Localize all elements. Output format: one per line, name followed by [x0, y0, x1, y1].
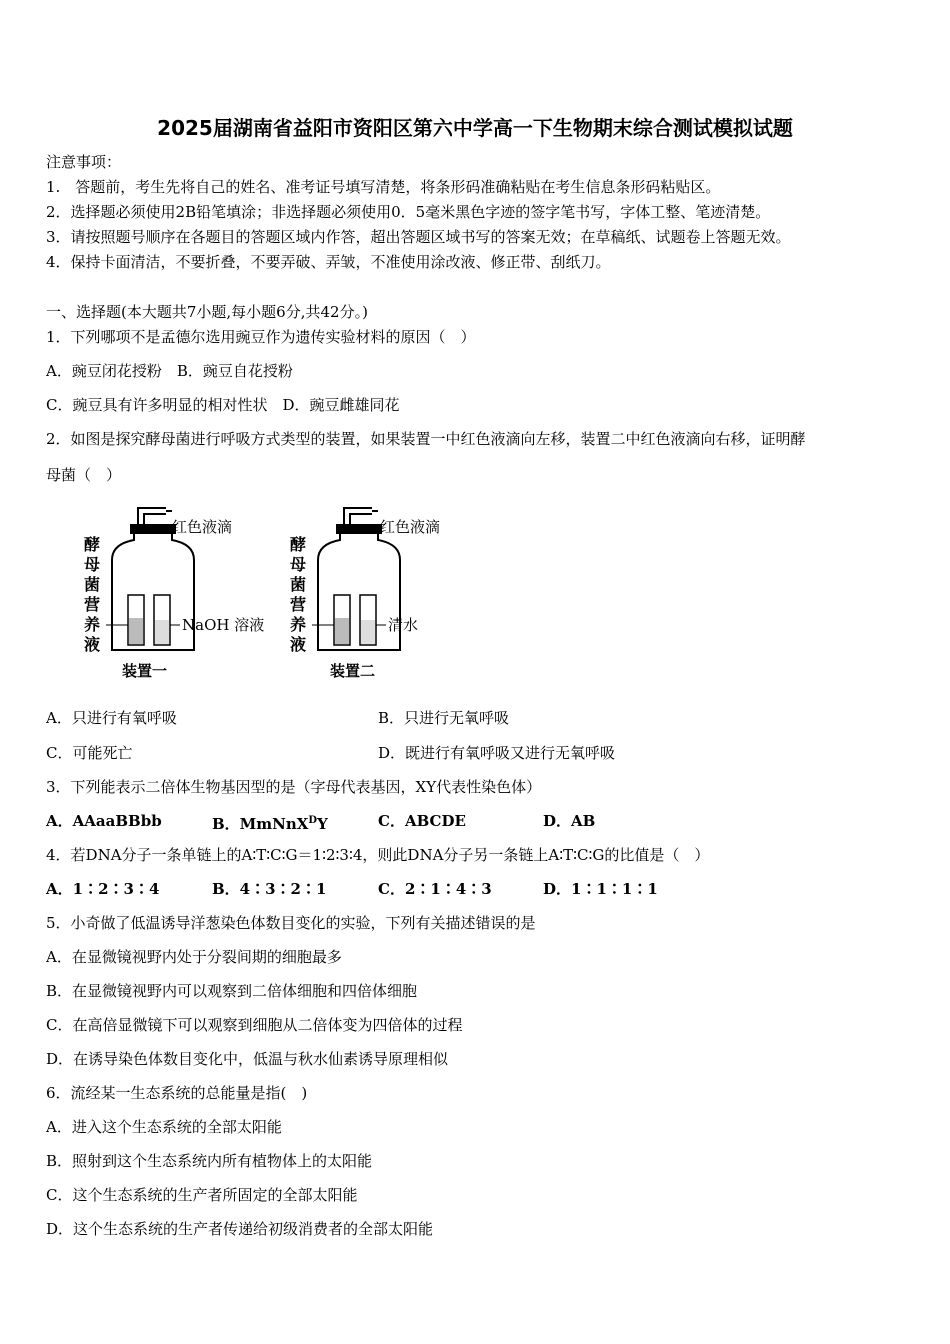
q4-option-b: B．4∶3∶2∶1 — [212, 880, 327, 898]
device-one-solution-label: NaOH 溶液 — [182, 616, 265, 634]
q3-option-a: A．AAaaBBbb — [46, 812, 162, 830]
q2-option-d: D．既进行有氧呼吸又进行无氧呼吸 — [378, 744, 616, 762]
q6-option-c: C．这个生态系统的生产者所固定的全部太阳能 — [46, 1186, 358, 1204]
notice-heading: 注意事项： — [46, 153, 122, 171]
q5-stem: 5．小奇做了低温诱导洋葱染色体数目变化的实验，下列有关描述错误的是 — [46, 914, 536, 932]
q2-option-b: B．只进行无氧呼吸 — [378, 709, 510, 727]
q6-option-b: B．照射到这个生态系统内所有植物体上的太阳能 — [46, 1152, 373, 1170]
q2-stem-line1: 2．如图是探究酵母菌进行呼吸方式类型的装置，如果装置一中红色液滴向左移，装置二中红色液滴向右移，证明酵 — [46, 430, 806, 448]
notice-item-2: 2．选择题必须使用2B铅笔填涂；非选择题必须使用0．5毫米黑色字迹的签字笔书写，字体工整、笔迹清楚。 — [46, 203, 771, 221]
device-one-side-char: 液 — [84, 635, 101, 654]
device-two-side-char: 母 — [290, 555, 307, 574]
device-one-droplet-label: 红色液滴 — [172, 518, 233, 536]
q5-option-c: C．在高倍显微镜下可以观察到细胞从二倍体变为四倍体的过程 — [46, 1016, 463, 1034]
q3-option-b-superscript: D — [308, 815, 318, 826]
device-one-side-char: 养 — [84, 615, 101, 634]
q3-option-d: D．AB — [543, 812, 596, 830]
device-two-side-char: 养 — [290, 615, 307, 634]
q3-option-c: C．ABCDE — [378, 812, 466, 830]
notice-item-1: 1. 答题前，考生先将自己的姓名、准考证号填写清楚，将条形码准确粘贴在考生信息条形码粘贴区。 — [46, 178, 721, 196]
notice-item-3: 3．请按照题号顺序在各题目的答题区域内作答，超出答题区域书写的答案无效；在草稿纸、试题卷上答题无效。 — [46, 228, 791, 246]
device-two-droplet-label: 红色液滴 — [380, 518, 441, 536]
q3-option-b-text: B．MmNnX — [212, 815, 309, 833]
q4-option-a: A．1∶2∶3∶4 — [46, 880, 160, 898]
q6-option-d: D．这个生态系统的生产者传递给初级消费者的全部太阳能 — [46, 1220, 434, 1238]
section-heading: 一、选择题(本大题共7小题,每小题6分,共42分。) — [46, 303, 368, 321]
notice-item-4: 4．保持卡面清洁，不要折叠，不要弄破、弄皱，不准使用涂改液、修正带、刮纸刀。 — [46, 253, 611, 271]
device-one-side-char: 酵 — [84, 535, 101, 554]
q1-stem: 1．下列哪项不是孟德尔选用豌豆作为遗传实验材料的原因（ ） — [46, 328, 476, 346]
q2-option-c: C．可能死亡 — [46, 744, 133, 762]
device-two-side-char: 酵 — [290, 535, 307, 554]
q5-option-a: A．在显微镜视野内处于分裂间期的细胞最多 — [46, 948, 342, 966]
page-title: 2025届湖南省益阳市资阳区第六中学高一下生物期末综合测试模拟试题 — [157, 116, 793, 140]
device-one-side-char: 营 — [84, 595, 101, 614]
device-two-solution-label: 清水 — [388, 616, 419, 634]
q1-options-ab: A．豌豆闭花授粉 B．豌豆自花授粉 — [46, 362, 293, 380]
device-two — [290, 508, 440, 680]
device-one-caption: 装置一 — [122, 662, 168, 680]
q4-option-d: D．1∶1∶1∶1 — [543, 880, 658, 898]
q3-option-b-text-end: Y — [317, 815, 328, 833]
q5-option-d: D．在诱导染色体数目变化中，低温与秋水仙素诱导原理相似 — [46, 1050, 449, 1068]
q3-stem: 3．下列能表示二倍体生物基因型的是（字母代表基因，XY代表性染色体） — [46, 778, 542, 796]
yeast-respiration-figure — [76, 500, 466, 685]
device-one-side-char: 母 — [84, 555, 101, 574]
device-two-side-char: 液 — [290, 635, 307, 654]
q6-stem: 6．流经某一生态系统的总能量是指( ) — [46, 1084, 308, 1102]
q2-stem-line2: 母菌（ ） — [46, 466, 122, 484]
q6-option-a: A．进入这个生态系统的全部太阳能 — [46, 1118, 282, 1136]
q5-option-b: B．在显微镜视野内可以观察到二倍体细胞和四倍体细胞 — [46, 982, 418, 1000]
q4-option-c: C．2∶1∶4∶3 — [378, 880, 492, 898]
device-one — [84, 508, 264, 680]
device-one-side-char: 菌 — [84, 575, 101, 594]
device-two-side-char: 营 — [290, 595, 307, 614]
device-two-caption: 装置二 — [330, 662, 376, 680]
device-two-side-char: 菌 — [290, 575, 307, 594]
q1-options-cd: C．豌豆具有许多明显的相对性状 D．豌豆雌雄同花 — [46, 396, 400, 414]
q2-option-a: A．只进行有氧呼吸 — [46, 709, 177, 727]
q3-option-b — [212, 811, 328, 834]
q4-stem: 4．若DNA分子一条单链上的A∶T∶C∶G＝1∶2∶3∶4，则此DNA分子另一条链上A∶T∶C∶G的比值是（ ） — [46, 846, 710, 864]
